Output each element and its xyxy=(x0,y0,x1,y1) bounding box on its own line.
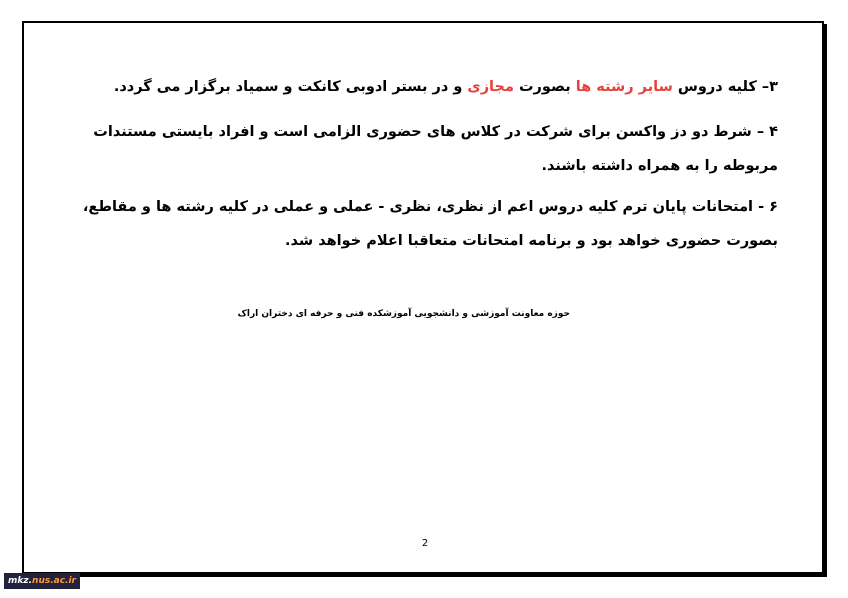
item-6-paragraph: ۶ - امتحانات پایان ترم کلیه دروس اعم از نظری، نظری - عملی و عملی در کلیه رشته ها و مقاطع، بصورت حضوری خواهد بود و برنامه امتحانات متعاقبا اعلام خواهد شد. xyxy=(82,199,778,249)
item-4-paragraph: ۴ – شرط دو دز واکسن برای شرکت در کلاس های حضوری الزامی است و افراد بایستی مستندات مربوطه را به همراه داشته باشند. xyxy=(93,124,778,174)
item-3-highlight-virtual: مجازی xyxy=(467,79,514,95)
item-3-text-middle: بصورت xyxy=(513,79,576,95)
watermark-domain: nus.ac.ir xyxy=(32,576,76,586)
item-3-paragraph xyxy=(62,70,778,104)
site-watermark xyxy=(4,573,80,589)
department-note: حوزه معاونت آموزشی و دانشجویی آموزشکده فنی و حرفه ای دختران اراک xyxy=(237,309,570,319)
item-3-text-end: و در بستر ادوبی کانکت و سمیاد برگزار می گردد. xyxy=(113,79,468,95)
item-3-text-start: ۳– کلیه دروس xyxy=(672,79,778,95)
watermark-prefix: mkz. xyxy=(8,576,33,586)
page-number: 2 xyxy=(421,538,429,549)
item-3-highlight-other-fields: سایر رشته ها xyxy=(575,79,673,95)
